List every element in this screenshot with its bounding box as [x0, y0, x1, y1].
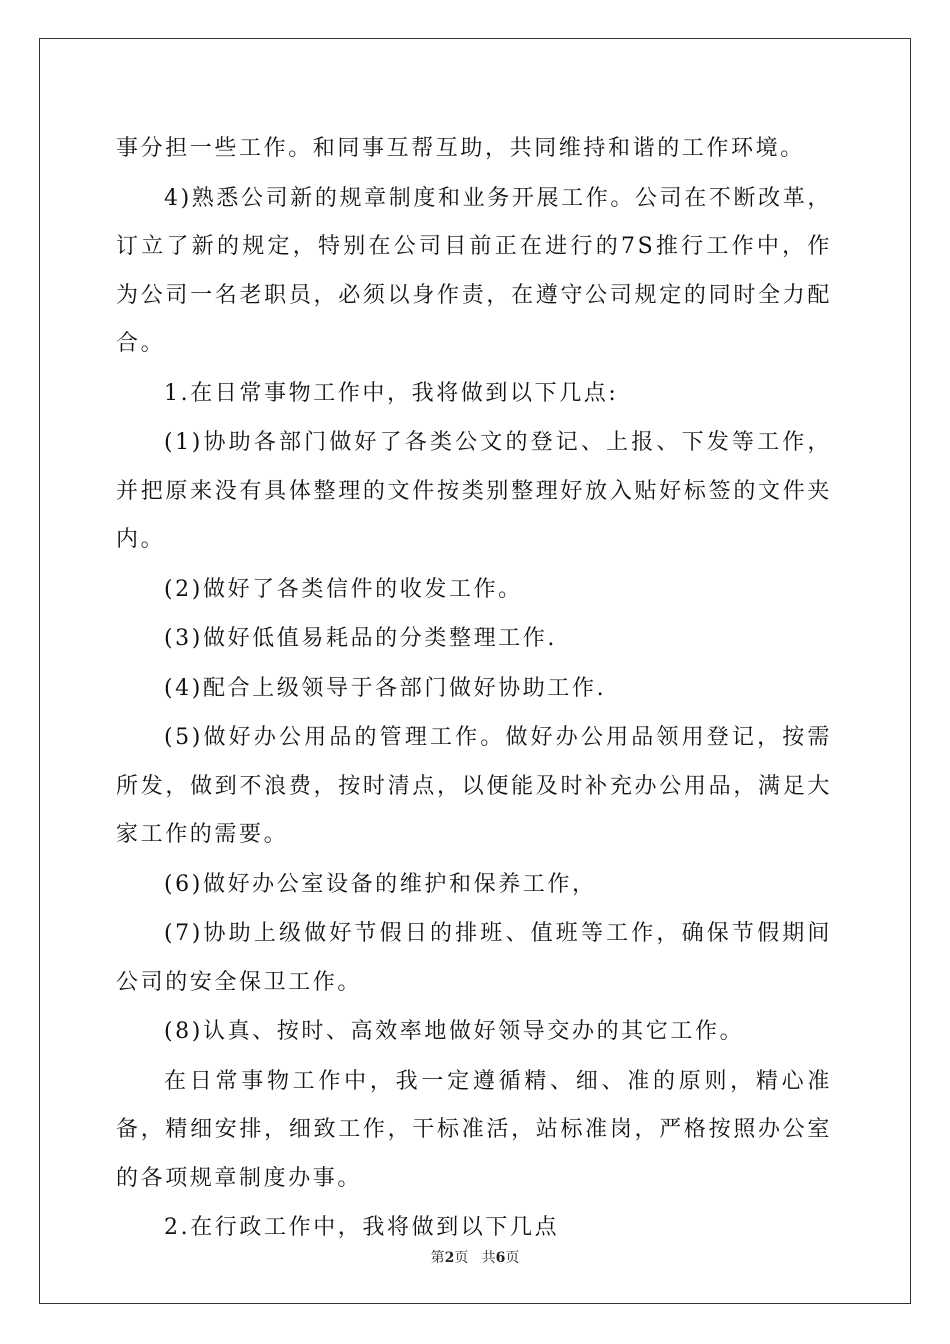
- page-prefix: 第: [430, 1250, 445, 1266]
- paragraph-10: (7)协助上级做好节假日的排班、值班等工作，确保节假期间公司的安全保卫工作。: [116, 921, 832, 995]
- paragraph-11: (8)认真、按时、高效率地做好领导交办的其它工作。: [164, 1019, 745, 1044]
- page-suffix: 页: [454, 1250, 469, 1266]
- page-number: 2: [444, 1250, 455, 1266]
- page-footer: [0, 1247, 950, 1267]
- paragraph-8: (5)做好办公用品的管理工作。做好办公用品领用登记，按需所发，做到不浪费，按时清点，以便能及时补充办公用品，满足大家工作的需要。: [116, 725, 832, 847]
- total-prefix: 共: [481, 1250, 496, 1266]
- paragraph-7: (4)配合上级领导于各部门做好协助工作.: [164, 675, 607, 701]
- paragraph-4: (1)协助各部门做好了各类公文的登记、上报、下发等工作，并把原来没有具体整理的文件按类别整理好放入贴好标签的文件夹内。: [116, 430, 832, 552]
- paragraph-9: (6)做好办公室设备的维护和保养工作，: [164, 871, 597, 897]
- document-body: [116, 125, 832, 1254]
- total-pages: 6: [495, 1250, 506, 1266]
- paragraph-3: 1.在日常事物工作中，我将做到以下几点:: [164, 380, 619, 406]
- paragraph-5: (2)做好了各类信件的收发工作。: [164, 576, 523, 602]
- paragraph-13: 2.在行政工作中，我将做到以下几点: [164, 1215, 560, 1240]
- paragraph-12: 在日常事物工作中，我一定遵循精、细、准的原则，精心准备，精细安排，细致工作，干标准活，站标准岗，严格按照办公室的各项规章制度办事。: [116, 1068, 832, 1191]
- paragraph-1: 事分担一些工作。和同事互帮互助，共同维持和谐的工作环境。: [116, 136, 805, 161]
- total-suffix: 页: [505, 1250, 520, 1266]
- paragraph-6: (3)做好低值易耗品的分类整理工作.: [164, 626, 557, 651]
- paragraph-2: 4)熟悉公司新的规章制度和业务开展工作。公司在不断改革，订立了新的规定，特别在公司目前正在进行的7S推行工作中，作为公司一名老职员，必须以身作责，在遵守公司规定的同时全力配合。: [116, 185, 832, 356]
